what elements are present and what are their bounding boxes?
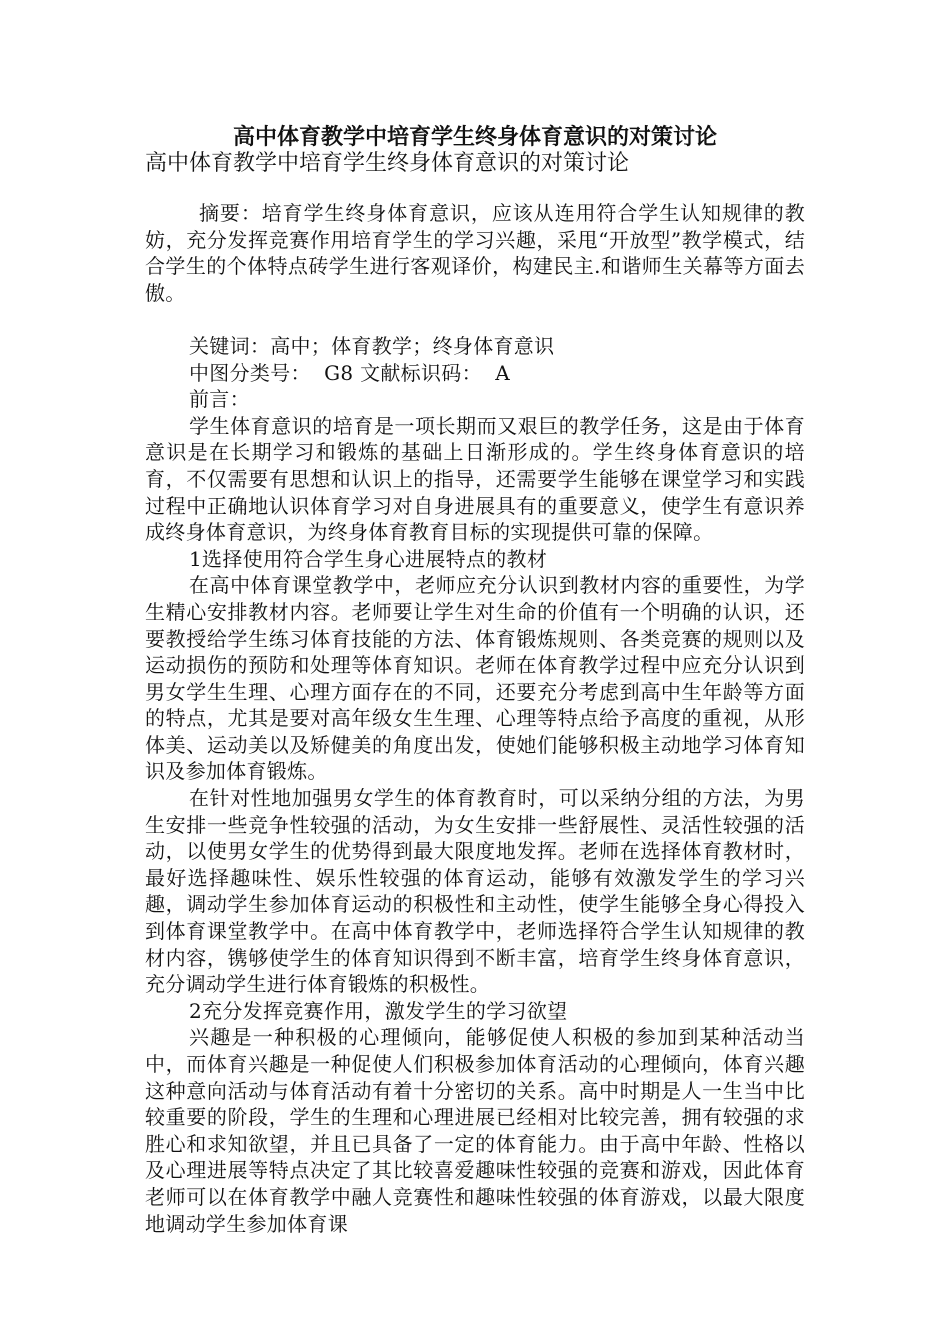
section-2-paragraph-1: 兴趣是一种积极的心理倾向，能够促使人积极的参加到某种活动当中，而体育兴趣是一种促使人们积极参加体育活动的心理倾向，体育兴趣这种意向活动与体育活动有着十分密切的关系。高中时期是人一生当中比较重要的阶段，学生的生理和心理进展已经相对比较完善，拥有较强的求胜心和求知欲望，并且已具备了一定的体育能力。由于高中年龄、性格以及心理进展等特点决定了其比较喜爱趣味性较强的竞赛和游戏，因此体育老师可以在体育教学中融人竞赛性和趣味性较强的体育游戏，以最大限度地调动学生参加体育课 — [145, 1025, 805, 1236]
section-1-paragraph-1: 在高中体育课堂教学中，老师应充分认识到教材内容的重要性，为学生精心安排教材内容。老师要让学生对生命的价值有一个明确的认识，还要教授给学生练习体育技能的方法、体育锻炼规则、各类竞赛的规则以及运动损伤的预防和处理等体育知识。老师在体育教学过程中应充分认识到男女学生生理、心理方面存在的不同，还要充分考虑到高中生年龄等方面的特点，尤其是要对高年级女生生理、心理等特点给予高度的重视，从形体美、运动美以及矫健美的角度出发，使她们能够积极主动地学习体育知识及参加体育锻炼。 — [145, 573, 805, 784]
intro-paragraph: 学生体育意识的培育是一项长期而又艰巨的教学任务，这是由于体育意识是在长期学习和锻炼的基础上日渐形成的。学生终身体育意识的培育，不仅需要有思想和认识上的指导，还需要学生能够在课堂学习和实践过程中正确地认识体育学习对自身进展具有的重要意义，使学生有意识养成终身体育意识，为终身体育教育目标的实现提供可靠的保障。 — [145, 413, 805, 545]
keywords-line: 关键词：高中；体育教学；终身体育意识 — [189, 333, 555, 358]
classification-line: 中图分类号： G8 文献标识码： A — [189, 360, 510, 385]
blank-line — [145, 306, 805, 333]
document-body — [145, 200, 805, 1237]
preface-label: 前言： — [189, 387, 250, 412]
section-heading-1: 1选择使用符合学生身心进展特点的教材 — [189, 546, 548, 571]
section-heading-2: 2充分发挥竞赛作用，激发学生的学习欲望 — [189, 998, 568, 1023]
document-subtitle: 高中体育教学中培育学生终身体育意识的对策讨论 — [145, 151, 630, 176]
document-title: 高中体育教学中培育学生终身体育意识的对策讨论 — [232, 124, 717, 150]
abstract-paragraph: 摘要：培育学生终身体育意识，应该从连用符合学生认知规律的教妨，充分发挥竞赛作用培育学生的学习兴趣，采甩“开放型”教学模式，结合学生的个体特点砖学生进行客观译价，构建民主.和谐师生关幕等方面去傲。 — [145, 201, 805, 305]
section-1-paragraph-2: 在针对性地加强男女学生的体育教育时，可以采纳分组的方法，为男生安排一些竞争性较强的活动，为女生安排一些舒展性、灵活性较强的活动，以使男女学生的优势得到最大限度地发挥。老师在选择体育教材时，最好选择趣味性、娱乐性较强的体育运动，能够有效激发学生的学习兴趣，调动学生参加体育运动的积极性和主动性，使学生能够全身心得投入到体育课堂教学中。在高中体育教学中，老师选择符合学生认知规律的教材内容，镌够使学生的体育知识得到不断丰富，培育学生终身体育意识，充分调动学生进行体育锻炼的积极性。 — [145, 786, 805, 997]
